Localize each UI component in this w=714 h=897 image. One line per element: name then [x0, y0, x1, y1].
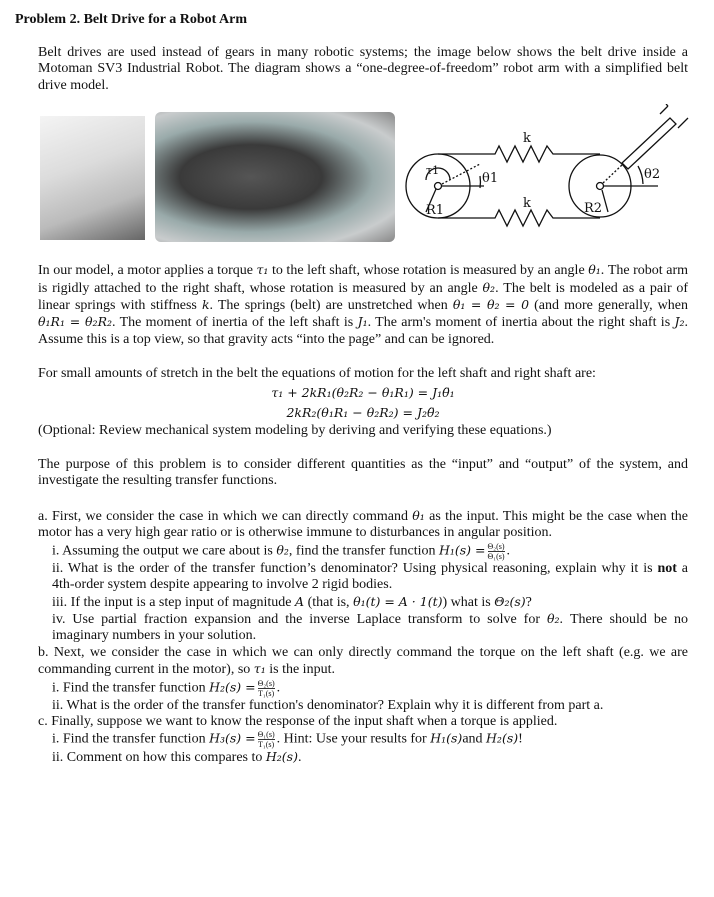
bold-text: not: [657, 560, 677, 576]
text: iii. If the input is a step input of magnitude: [52, 594, 296, 610]
fraction: [488, 542, 505, 561]
text: .: [297, 750, 302, 766]
part-c-i: i. Find the transfer function H₃(s) = $\frac{\text{Θ₁(s)}}{\text{T₁(s)}}$ . Hint: Use your results for H₁(s)and H₂(s)!: [52, 730, 523, 750]
text: . The arm's moment of inertia about the right shaft is: [367, 315, 675, 331]
text: i. Assuming the output we care about is: [52, 543, 277, 559]
theta2-label: θ2: [644, 167, 661, 183]
fraction: [258, 730, 275, 749]
part-c-intro: c. Finally, suppose we want to know the response of the input shaft when a torque is applied.: [38, 713, 558, 729]
text: . The robot arm is rigidly attached to the right shaft, whose rotation is measured by an angle: [38, 263, 688, 296]
top-spring: [438, 146, 600, 162]
text: Hint: Use your results for: [280, 732, 431, 748]
math: Θ₂(s): [494, 593, 526, 609]
math: θ₂: [546, 610, 560, 626]
part-a-i: i. Assuming the output we care about is θ₂, find the transfer function H₁(s) = $\frac{\text{Θ₂(s)}}{\text{Θ₁(s)}}$ .: [52, 541, 511, 561]
math: θ₁ = θ₂ = 0: [452, 297, 530, 313]
equation-1: τ₁ + 2kR₁(θ₂R₂ − θ₁R₁) = J₁θ̈₁: [271, 384, 455, 400]
part-a-ii: [38, 561, 688, 594]
math: θ₂: [482, 279, 496, 295]
spring-label-bottom: k: [523, 196, 531, 212]
problem-content: [38, 45, 688, 767]
problem-title: Problem 2. Belt Drive for a Robot Arm: [15, 12, 247, 27]
text: . The belt is modeled as a pair of linear springs with stiffness: [38, 280, 689, 314]
bottom-spring: [438, 210, 600, 226]
text: . The moment of inertia of the left shaft is: [112, 315, 358, 331]
text: . Assume this is a top view, so that gravity acts “into the page” and can be ignored.: [38, 315, 688, 347]
math: H₂(s): [265, 749, 298, 765]
robot-photo: [40, 116, 145, 240]
theta1-label: θ1: [482, 171, 499, 187]
part-b-ii: ii. What is the order of the transfer function's denominator? Explain why it is different from part a.: [52, 697, 604, 713]
fraction: [258, 679, 275, 698]
math: θ₁(t) = A · 1(t): [353, 593, 443, 609]
text: i. Find the transfer function: [52, 732, 210, 748]
math: H₂(s): [486, 731, 519, 747]
text: as the input. This might be the case when the motor has a very high gear ratio or is otherwise immune to disturbances in angular position.: [38, 508, 689, 541]
math: τ₁: [256, 262, 269, 278]
text: ii. Comment on how this compares to: [52, 750, 266, 766]
text: to the left shaft, whose rotation is measured by an angle: [268, 263, 589, 279]
numerator: Θ₂(s): [487, 541, 505, 551]
spring-label-top: k: [523, 131, 531, 147]
part-a-intro: [38, 508, 688, 542]
part-b-i: i. Find the transfer function H₂(s) = $\frac{\text{Θ₂(s)}}{\text{T₁(s)}}$ .: [52, 678, 281, 698]
equation-2: 2kR₂(θ₁R₁ − θ₂R₂) = J₂θ̈₂: [286, 404, 440, 420]
figures: [38, 104, 688, 254]
text: In our model, a motor applies a torque: [38, 263, 257, 279]
text: !: [518, 732, 523, 748]
part-a-iv: [38, 611, 688, 645]
math: k: [201, 297, 210, 313]
text: a. First, we consider the case in which we can directly command: [38, 508, 413, 524]
math: θ₁: [588, 262, 601, 278]
denominator: T₁(s): [258, 688, 275, 698]
text: (and more generally, when: [529, 298, 688, 314]
text: ) what is: [442, 594, 495, 610]
text: b. Next, we consider the case in which we can only directly command the torque on the left shaft (e.g. we are commanding current in the motor), so: [38, 644, 688, 678]
belt-drive-diagram: [398, 104, 698, 249]
text: (that is,: [304, 594, 354, 610]
purpose-paragraph: The purpose of this problem is to consider different quantities as the “input” and “output” of the system, and investigate the resulting transfer functions.: [38, 457, 688, 489]
torque-label: τ1: [426, 164, 440, 178]
math: H₂(s) =: [209, 679, 256, 695]
text: . There should be no imaginary numbers in your solution.: [52, 611, 688, 644]
math: θ₁R₁ = θ₂R₂: [38, 314, 112, 330]
optional-note: (Optional: Review mechanical system modeling by deriving and verifying these equations.): [38, 422, 552, 438]
text: . The springs (belt) are unstretched when: [209, 298, 453, 314]
text: and: [462, 732, 487, 748]
text: iv. Use partial fraction expansion and the inverse Laplace transform to solve for: [52, 611, 547, 627]
part-b-intro: [38, 645, 688, 679]
numerator: Θ₁(s): [257, 730, 275, 740]
text: ?: [525, 594, 532, 610]
text: i. Find the transfer function: [52, 680, 210, 696]
denominator: T₁(s): [258, 740, 275, 750]
part-a-iii: [38, 594, 688, 611]
math: H₁(s): [430, 731, 463, 747]
r1-label: R1: [426, 203, 445, 219]
math: J₂: [674, 314, 685, 330]
text: ii. What is the order of the transfer function’s denominator? Using physical reasoning, explain why it is: [52, 560, 658, 576]
math: θ₁: [412, 507, 425, 523]
eom-intro: For small amounts of stretch in the belt the equations of motion for the left shaft and right shaft are:: [38, 366, 596, 382]
math: A: [295, 593, 305, 609]
belt-drive-photo: [155, 112, 395, 242]
math: θ₂: [276, 542, 289, 558]
text: a 4th-order system despite appearing to involve 2 rigid bodies.: [52, 560, 688, 593]
part-c-ii: [38, 749, 688, 766]
math: τ₁: [253, 661, 266, 677]
text: , find the transfer function: [288, 543, 439, 559]
math: H₁(s) =: [438, 542, 486, 558]
math: H₃(s) =: [209, 731, 256, 747]
model-paragraph: [38, 262, 688, 348]
numerator: Θ₂(s): [257, 678, 275, 688]
text: is the input.: [265, 662, 335, 678]
denominator: Θ₁(s): [487, 551, 505, 561]
math: J₁: [357, 314, 368, 330]
intro-paragraph: Belt drives are used instead of gears in many robotic systems; the image below shows the belt drive inside a Motoman SV3 Industrial Robot. The diagram shows a “one-degree-of-freedom” robot arm with a simplified belt drive model.: [38, 45, 688, 93]
r2-label: R2: [584, 201, 603, 217]
